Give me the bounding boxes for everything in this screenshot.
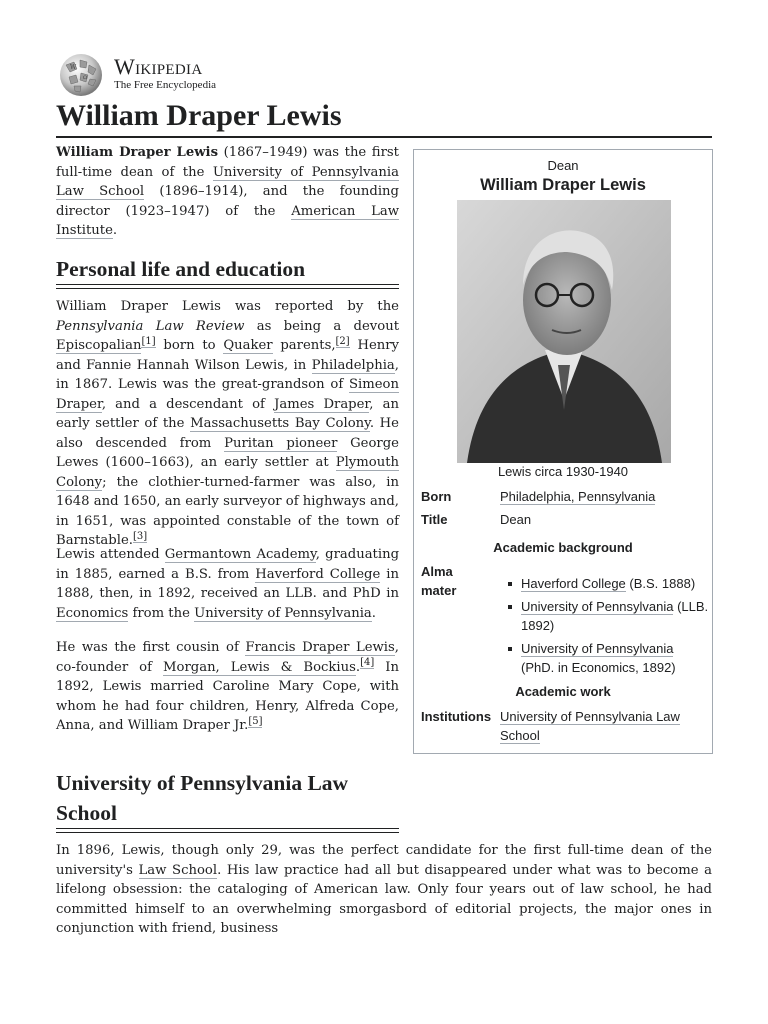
link-institution-upenn-law[interactable]: University of Pennsylvania Law School	[500, 709, 680, 743]
text: George Lewes (1600–1663), an early settler at	[56, 435, 399, 470]
svg-text:Ω: Ω	[83, 75, 88, 81]
reference-2[interactable]	[336, 336, 350, 348]
text: in 1888, then, in 1892, received an LLB. and PhD in	[56, 566, 399, 601]
paragraph-personal-2	[56, 545, 399, 623]
text: (LLB. 1892)	[521, 599, 709, 633]
wordmark-name: Wikipedia	[114, 54, 203, 79]
text: , and a descendant of	[101, 396, 275, 412]
link-alma-haverford[interactable]: Haverford College	[521, 576, 626, 591]
list-item	[500, 597, 710, 635]
text: (B.S. 1888)	[625, 576, 696, 591]
text: In 1896, Lewis, though only 29, was the perfect candidate for the first full-time dean of the university's	[56, 843, 712, 878]
infobox-title: William Draper Lewis	[480, 176, 646, 194]
academic-background-heading: Academic background	[493, 540, 633, 555]
reference-1[interactable]	[141, 336, 155, 348]
link-economics[interactable]: Economics	[56, 605, 129, 621]
ref-link[interactable]: [2]	[335, 335, 350, 347]
link-episcopalian[interactable]: Episcopalian	[56, 338, 142, 353]
paragraph-upenn-1	[56, 841, 712, 939]
text: , an early settler of the	[56, 396, 399, 431]
text: as being a devout	[244, 318, 399, 334]
link-massachusetts-bay-colony[interactable]: Massachusetts Bay Colony	[190, 416, 370, 431]
link-francis-draper-lewis[interactable]: Francis Draper Lewis	[245, 640, 395, 655]
photo-caption: Lewis circa 1930-1940	[497, 464, 629, 479]
portrait-image	[457, 200, 671, 463]
reference-3[interactable]	[133, 531, 147, 543]
heading-divider	[56, 284, 399, 289]
link-law-school[interactable]: Law School	[138, 862, 218, 878]
ref-link[interactable]: [5]	[248, 715, 263, 727]
link-james-draper[interactable]: James Draper	[274, 396, 370, 412]
academic-work-heading: Academic work	[515, 684, 611, 699]
wikipedia-wordmark[interactable]	[114, 56, 216, 92]
link-quaker[interactable]: Quaker	[223, 338, 273, 353]
text: , co-founder of	[56, 640, 399, 675]
link-haverford-college[interactable]: Haverford College	[255, 566, 381, 582]
text: He was the first cousin of	[56, 640, 246, 655]
reference-5[interactable]	[248, 716, 262, 728]
title-label: Title	[421, 512, 448, 527]
paragraph-personal-1	[56, 297, 399, 551]
reference-4[interactable]	[360, 657, 374, 669]
ref-link[interactable]: [3]	[132, 530, 148, 542]
link-american-law-institute[interactable]: American Law Institute	[56, 203, 399, 238]
text: ; the clothier-turned-farmer was also, in 1648 and 1650, an early surveyor of highways and, in 1651, was appointed constable of the town of Barnstable.	[56, 474, 399, 548]
link-plymouth-colony[interactable]: Plymouth Colony	[56, 455, 399, 490]
page-title: William Draper Lewis	[56, 96, 712, 138]
text: , in 1867. Lewis was the great-grandson of	[56, 357, 399, 392]
text: born to	[155, 338, 224, 353]
text: , graduating in 1885, earned a B.S. from	[56, 547, 400, 582]
text: (1867–1949) was the first full-time dean of the	[56, 145, 399, 180]
link-philadelphia-pennsylvania[interactable]: Philadelphia, Pennsylvania	[500, 489, 656, 504]
wordmark-tagline: The Free Encyclopedia	[114, 79, 217, 91]
text: from the	[128, 605, 195, 621]
ref-link[interactable]: [4]	[360, 657, 375, 669]
ref-link[interactable]: [1]	[141, 335, 156, 347]
institutions-value	[500, 707, 706, 745]
svg-text:W: W	[70, 64, 77, 71]
link-simeon-draper[interactable]: Simeon Draper	[56, 377, 399, 412]
infobox-above: Dean	[547, 158, 579, 173]
text: William Draper Lewis was reported by the	[56, 299, 399, 314]
text: Henry and Fannie Hannah Wilson Lewis, in	[56, 338, 400, 373]
born-value	[500, 487, 706, 506]
text: parents,	[272, 338, 336, 353]
wikipedia-globe-logo[interactable]	[56, 53, 106, 97]
list-item	[500, 574, 710, 593]
heading-divider	[56, 828, 399, 833]
section-heading-upenn-law: University of Pennsylvania Law School	[56, 771, 349, 825]
section-heading-personal-life: Personal life and education	[56, 257, 306, 281]
text: (PhD. in Economics, 1892)	[521, 660, 676, 675]
text: In 1892, Lewis married Caroline Mary Cope, with whom he had four children, Henry, Alfreda Cope, Anna, and William Draper Jr.	[56, 659, 399, 733]
link-alma-upenn-phd[interactable]: University of Pennsylvania	[521, 641, 674, 656]
infobox	[413, 149, 713, 754]
link-upenn-law-school[interactable]: University of Pennsylvania Law School	[56, 164, 399, 199]
paragraph-personal-3	[56, 638, 399, 736]
portrait-photo[interactable]	[457, 200, 671, 463]
text: (1896–1914), and the founding director (1923–1947) of the	[56, 184, 399, 219]
born-label: Born	[421, 489, 452, 504]
text: . His law practice had all but disappeared under what was to become a lifelong obsession: the cataloging of American law. Only four years out of law school, he had committed himself to an overwhelming smorgasbord of editorial projects, the major ones in conjunction with friend, business	[56, 862, 712, 936]
text: .	[371, 605, 376, 621]
link-university-of-pennsylvania[interactable]: University of Pennsylvania	[194, 605, 372, 621]
link-alma-upenn[interactable]: University of Pennsylvania	[521, 599, 674, 614]
intro-paragraph	[56, 143, 399, 241]
intro-name: William Draper Lewis	[56, 145, 218, 160]
italic-title: Pennsylvania Law Review	[56, 318, 245, 334]
link-germantown-academy[interactable]: Germantown Academy	[164, 547, 316, 562]
link-puritan-pioneer[interactable]: Puritan pioneer	[224, 435, 338, 451]
institutions-label: Institutions	[421, 709, 492, 724]
text: Lewis attended	[56, 547, 165, 562]
alma-mater-label: Alma mater	[421, 564, 457, 598]
text: .	[355, 659, 361, 675]
alma-mater-list	[500, 574, 710, 681]
text: .	[112, 223, 118, 238]
link-philadelphia[interactable]: Philadelphia	[311, 357, 395, 373]
text: . He also descended from	[56, 416, 399, 451]
list-item	[500, 639, 710, 677]
link-morgan-lewis-bockius[interactable]: Morgan, Lewis & Bockius	[163, 659, 356, 675]
title-value: Dean	[500, 512, 532, 527]
